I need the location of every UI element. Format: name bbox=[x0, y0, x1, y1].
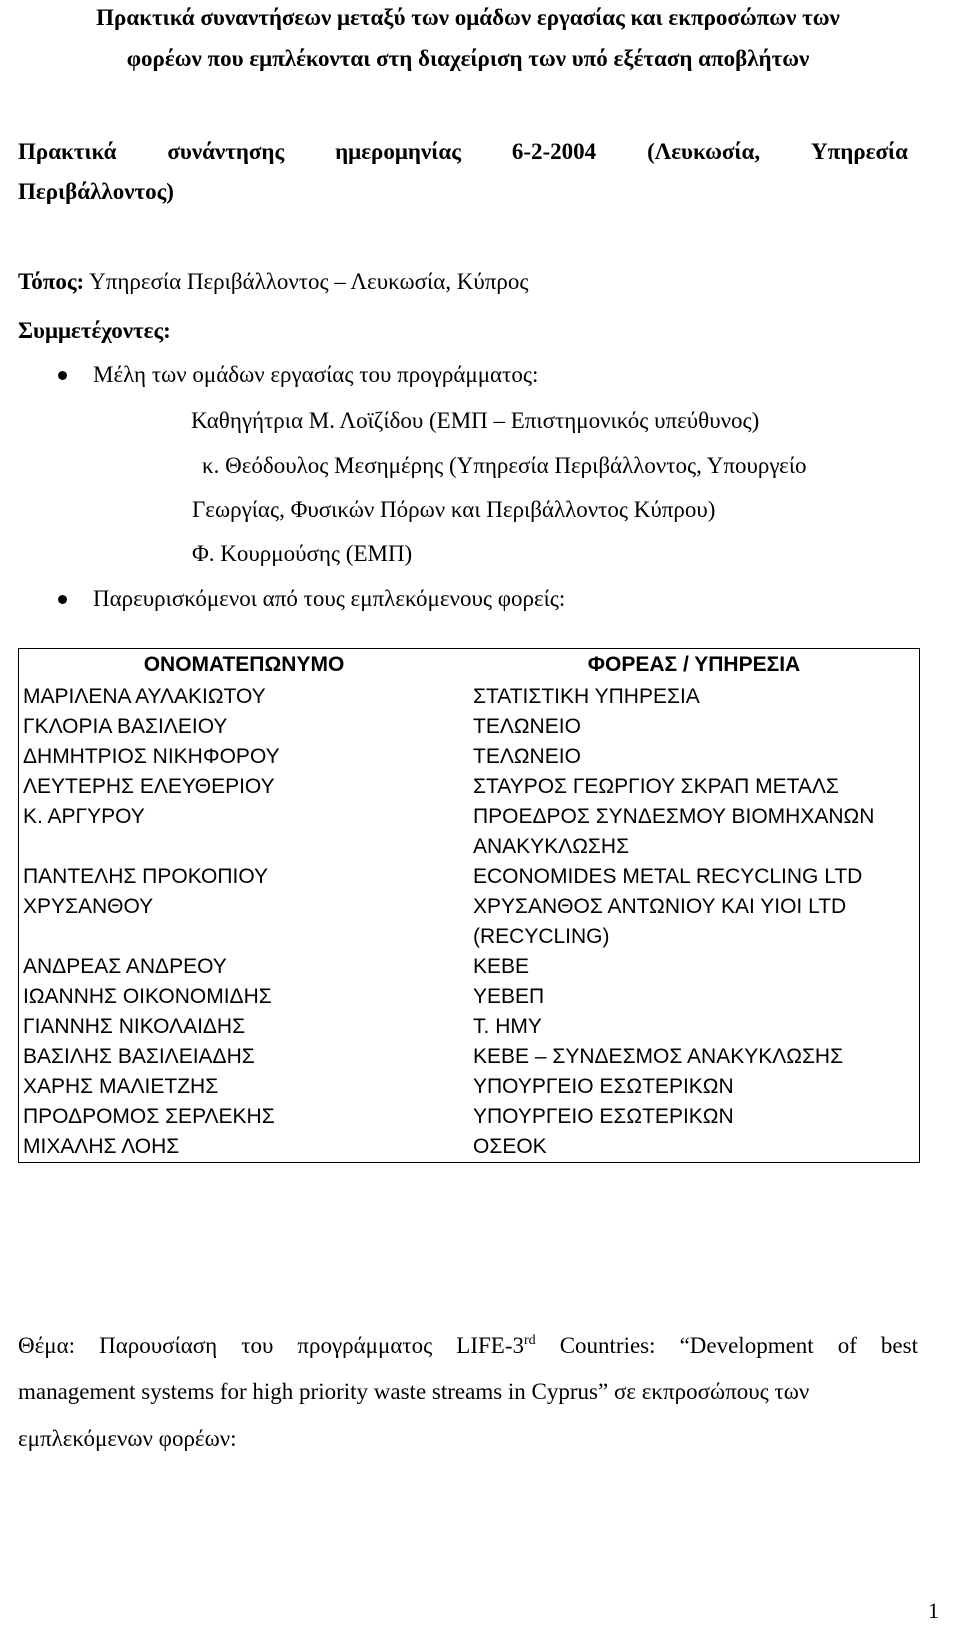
attendee-organization: ΣΤΑΥΡΟΣ ΓΕΩΡΓΙΟΥ ΣΚΡΑΠ ΜΕΤΑΛΣ bbox=[473, 774, 839, 798]
attendee-name: ΙΩΑΝΝΗΣ ΟΙΚΟΝΟΜΙΔΗΣ bbox=[23, 984, 272, 1008]
attendee-name: ΧΑΡΗΣ ΜΑΛΙΕΤΖΗΣ bbox=[23, 1074, 219, 1098]
attendee-organization: ΤΕΛΩΝΕΙΟ bbox=[473, 744, 581, 768]
subject-word: “Development bbox=[679, 1333, 814, 1358]
subject-program-name: LIFE-3rd bbox=[456, 1333, 536, 1358]
meeting-heading-word: ημερομηνίας bbox=[335, 139, 461, 164]
attendee-name: ΛΕΥΤΕΡΗΣ ΕΛΕΥΘΕΡΙΟΥ bbox=[23, 774, 275, 798]
attendee-name: ΜΙΧΑΛΗΣ ΛΟΗΣ bbox=[23, 1134, 180, 1158]
table-row bbox=[19, 892, 920, 952]
table-row bbox=[19, 1132, 920, 1163]
meeting-heading-word: (Λευκωσία, bbox=[647, 139, 761, 164]
attendee-name: ΑΝΔΡΕΑΣ ΑΝΔΡΕΟΥ bbox=[23, 954, 227, 978]
bullet-icon bbox=[58, 595, 67, 604]
table-header-row bbox=[19, 649, 920, 682]
attendee-organization: ΠΡΟΕΔΡΟΣ ΣΥΝΔΕΣΜΟΥ ΒΙΟΜΗΧΑΝΩΝ ΑΝΑΚΥΚΛΩΣΗΣ bbox=[473, 804, 875, 858]
meeting-heading-word: Πρακτικά bbox=[18, 139, 117, 164]
subject-word: best bbox=[880, 1333, 918, 1358]
attendee-name: Κ. ΑΡΓΥΡΟΥ bbox=[23, 804, 145, 828]
attendee-organization: ΤΕΛΩΝΕΙΟ bbox=[473, 714, 581, 738]
subject-word: Countries: bbox=[559, 1333, 656, 1358]
attendee-organization: ΥΕΒΕΠ bbox=[473, 984, 545, 1008]
table-row bbox=[19, 772, 920, 802]
location-value: Υπηρεσία Περιβάλλοντος – Λευκωσία, Κύπρος bbox=[89, 269, 529, 294]
meeting-heading-line-2: Περιβάλλοντος) bbox=[18, 179, 174, 204]
subject-word: Παρουσίαση bbox=[99, 1333, 218, 1358]
table-row bbox=[19, 862, 920, 892]
meeting-heading-word: συνάντησης bbox=[167, 139, 285, 164]
meeting-heading bbox=[18, 140, 908, 163]
page-number: 1 bbox=[928, 1598, 939, 1623]
table-row bbox=[19, 1102, 920, 1132]
attendee-name: ΠΑΝΤΕΛΗΣ ΠΡΟΚΟΠΙΟΥ bbox=[23, 864, 269, 888]
table-row bbox=[19, 802, 920, 862]
attendee-name: ΧΡΥΣΑΝΘΟΥ bbox=[23, 894, 154, 918]
bullet-icon bbox=[58, 371, 67, 380]
table-row bbox=[19, 982, 920, 1012]
table-row bbox=[19, 1012, 920, 1042]
location-line bbox=[18, 270, 528, 293]
table-row bbox=[19, 742, 920, 772]
column-header-organization: ΦΟΡΕΑΣ / ΥΠΗΡΕΣΙΑ bbox=[587, 653, 801, 676]
team-member-line: Καθηγήτρια Μ. Λοϊζίδου (ΕΜΠ – Επιστημονικός υπεύθυνος) bbox=[191, 408, 760, 433]
table-row bbox=[19, 1042, 920, 1072]
meeting-heading-date: 6-2-2004 bbox=[511, 139, 597, 164]
attendee-organization: ECONOMIDES METAL RECYCLING LTD bbox=[473, 864, 863, 888]
attendee-organization: ΥΠΟΥΡΓΕΙΟ ΕΣΩΤΕΡΙΚΩΝ bbox=[473, 1074, 734, 1098]
attendee-name: ΔΗΜΗΤΡΙΟΣ ΝΙΚΗΦΟΡΟΥ bbox=[23, 744, 280, 768]
attendee-organization: ΥΠΟΥΡΓΕΙΟ ΕΣΩΤΕΡΙΚΩΝ bbox=[473, 1104, 734, 1128]
subject-line-2: management systems for high priority waste streams in Cyprus” σε εκπροσώπους των bbox=[18, 1379, 810, 1404]
column-header-name: ΟΝΟΜΑΤΕΠΩΝΥΜΟ bbox=[143, 653, 345, 676]
table-row bbox=[19, 682, 920, 712]
team-member-line: Φ. Κουρμούσης (ΕΜΠ) bbox=[192, 541, 413, 566]
table-row bbox=[19, 952, 920, 982]
table-row bbox=[19, 712, 920, 742]
team-member-line: κ. Θεόδουλος Μεσημέρης (Υπηρεσία Περιβάλλοντος, Υπουργείο bbox=[202, 453, 807, 478]
bodies-heading: Παρευρισκόμενοι από τους εμπλεκόμενους φορείς: bbox=[93, 586, 566, 611]
subject-line-3: εμπλεκόμενων φορέων: bbox=[18, 1426, 237, 1451]
participants-label: Συμμετέχοντες: bbox=[18, 318, 171, 343]
attendee-organization: ΟΣΕΟΚ bbox=[473, 1134, 547, 1158]
document-title-line-2: φορέων που εμπλέκονται στη διαχείριση των υπό εξέταση αποβλήτων bbox=[126, 46, 810, 71]
attendee-name: ΠΡΟΔΡΟΜΟΣ ΣΕΡΛΕΚΗΣ bbox=[23, 1104, 275, 1128]
attendee-organization: ΧΡΥΣΑΝΘΟΣ ΑΝΤΩΝΙΟΥ ΚΑΙ ΥΙΟΙ LTD (RECYCLING) bbox=[473, 894, 847, 948]
attendee-name: ΓΙΑΝΝΗΣ ΝΙΚΟΛΑΙΔΗΣ bbox=[23, 1014, 246, 1038]
subject-word: of bbox=[837, 1333, 857, 1358]
subject-word: προγράμματος bbox=[297, 1333, 433, 1358]
attendee-organization: ΚΕΒΕ – ΣΥΝΔΕΣΜΟΣ ΑΝΑΚΥΚΛΩΣΗΣ bbox=[473, 1044, 844, 1068]
table-row bbox=[19, 1072, 920, 1102]
subject-word: Θέμα: bbox=[18, 1333, 76, 1358]
attendee-name: ΒΑΣΙΛΗΣ ΒΑΣΙΛΕΙΑΔΗΣ bbox=[23, 1044, 255, 1068]
attendee-organization: Τ. ΗΜΥ bbox=[473, 1014, 542, 1038]
subject-word: του bbox=[241, 1333, 274, 1358]
document-title-line-1: Πρακτικά συναντήσεων μεταξύ των ομάδων εργασίας και εκπροσώπων των bbox=[96, 5, 840, 30]
attendees-table bbox=[18, 648, 920, 1163]
attendee-organization: ΚΕΒΕ bbox=[473, 954, 530, 978]
team-member-line: Γεωργίας, Φυσικών Πόρων και Περιβάλλοντος Κύπρου) bbox=[192, 497, 716, 522]
attendee-name: ΜΑΡΙΛΕΝΑ ΑΥΛΑΚΙΩΤΟΥ bbox=[23, 684, 266, 708]
attendee-organization: ΣΤΑΤΙΣΤΙΚΗ ΥΠΗΡΕΣΙΑ bbox=[473, 684, 700, 708]
location-label: Τόπος: bbox=[18, 269, 85, 294]
subject-line-1 bbox=[18, 1334, 918, 1357]
attendee-name: ΓΚΛΟΡΙΑ ΒΑΣΙΛΕΙΟΥ bbox=[23, 714, 228, 738]
team-members-heading: Μέλη των ομάδων εργασίας του προγράμματος: bbox=[93, 362, 539, 387]
meeting-heading-word: Υπηρεσία bbox=[811, 139, 908, 164]
